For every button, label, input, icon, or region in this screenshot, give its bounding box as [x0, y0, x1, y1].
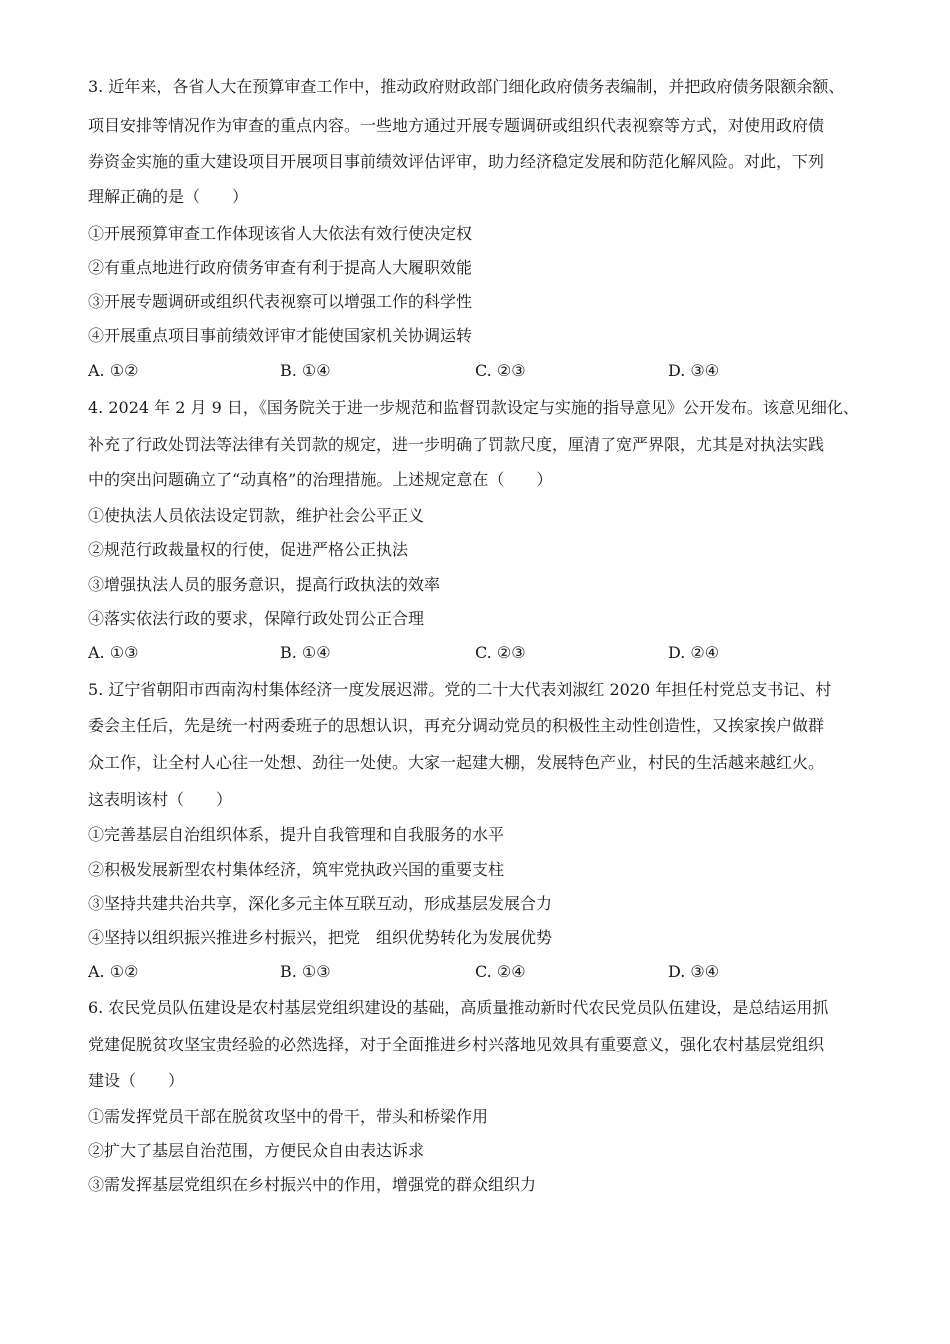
question-4-option-b[interactable]: B. ①④	[280, 643, 331, 662]
question-4-options	[88, 643, 888, 663]
question-6-statement-3: ③需发挥基层党组织在乡村振兴中的作用，增强党的群众组织力	[88, 1175, 537, 1194]
question-5-stem-line-3: 众工作，让全村人心往一处想、劲往一处使。大家一起建大棚，发展特色产业，村民的生活越来越红火。	[88, 753, 825, 772]
question-3-statement-2: ②有重点地进行政府债务审查有利于提高人大履职效能	[88, 258, 473, 277]
question-6-statement-2: ②扩大了基层自治范围，方便民众自由表达诉求	[88, 1141, 425, 1160]
question-5-statement-1: ①完善基层自治组织体系，提升自我管理和自我服务的水平	[88, 825, 505, 844]
question-4-statement-4: ④落实依法行政的要求，保障行政处罚公正合理	[88, 609, 425, 628]
question-4-stem-line-2: 补充了行政处罚法等法律有关罚款的规定，进一步明确了罚款尺度，厘清了宽严界限，尤其是对执法实践	[88, 435, 825, 454]
question-4-stem-line-3: 中的突出问题确立了“动真格”的治理措施。上述规定意在（ ）	[88, 470, 553, 489]
question-4-option-d[interactable]: D. ②④	[668, 643, 720, 662]
question-5-stem-line-4: 这表明该村（ ）	[88, 790, 233, 809]
question-3-option-c[interactable]: C. ②③	[475, 361, 526, 380]
question-4-statement-2: ②规范行政裁量权的行使，促进严格公正执法	[88, 540, 409, 559]
question-5-statement-2: ②积极发展新型农村集体经济，筑牢党执政兴国的重要支柱	[88, 860, 505, 879]
question-4-statement-3: ③增强执法人员的服务意识，提高行政执法的效率	[88, 575, 441, 594]
question-6-statement-1: ①需发挥党员干部在脱贫攻坚中的骨干，带头和桥梁作用	[88, 1107, 489, 1126]
question-5-option-a[interactable]: A. ①②	[88, 962, 139, 981]
question-4-stem-line-1: 4. 2024 年 2 月 9 日，《国务院关于进一步规范和监督罚款设定与实施的指导意见》公开发布。该意见细化、	[88, 398, 859, 417]
question-3-option-a[interactable]: A. ①②	[88, 361, 139, 380]
question-6-stem-line-1: 6. 农民党员队伍建设是农村基层党组织建设的基础，高质量推动新时代农民党员队伍建设，是总结运用抓	[88, 998, 829, 1017]
question-5-option-c[interactable]: C. ②④	[475, 962, 526, 981]
question-3-option-b[interactable]: B. ①④	[280, 361, 331, 380]
question-3-option-d[interactable]: D. ③④	[668, 361, 720, 380]
question-4-option-a[interactable]: A. ①③	[88, 643, 139, 662]
question-4-option-c[interactable]: C. ②③	[475, 643, 526, 662]
question-6-stem-line-3: 建设（ ）	[88, 1071, 185, 1090]
question-5-option-d[interactable]: D. ③④	[668, 962, 720, 981]
question-3-statement-3: ③开展专题调研或组织代表视察可以增强工作的科学性	[88, 292, 473, 311]
question-5-stem-line-1: 5. 辽宁省朝阳市西南沟村集体经济一度发展迟滞。党的二十大代表刘淑红 2020 年担任村党总支书记、村	[88, 680, 832, 699]
question-5-option-b[interactable]: B. ①③	[280, 962, 331, 981]
question-3-options	[88, 361, 888, 381]
question-3-statement-1: ①开展预算审查工作体现该省人大依法有效行使决定权	[88, 224, 473, 243]
question-5-options	[88, 962, 888, 982]
question-3-stem-line-4: 理解正确的是（ ）	[88, 187, 249, 206]
question-6-stem-line-2: 党建促脱贫攻坚宝贵经验的必然选择，对于全面推进乡村兴落地见效具有重要意义，强化农村基层党组织	[88, 1035, 825, 1054]
question-5-statement-3: ③坚持共建共治共享，深化多元主体互联互动，形成基层发展合力	[88, 894, 553, 913]
question-3-stem-line-2: 项目安排等情况作为审查的重点内容。一些地方通过开展专题调研或组织代表视察等方式，对使用政府债	[88, 116, 825, 135]
question-4-statement-1: ①使执法人员依法设定罚款，维护社会公平正义	[88, 506, 425, 525]
question-3-stem-line-3: 券资金实施的重大建设项目开展项目事前绩效评估评审，助力经济稳定发展和防范化解风险。对此，下列	[88, 152, 825, 171]
question-3-statement-4: ④开展重点项目事前绩效评审才能使国家机关协调运转	[88, 326, 473, 345]
question-5-statement-4: ④坚持以组织振兴推进乡村振兴，把党 组织优势转化为发展优势	[88, 928, 553, 947]
question-5-stem-line-2: 委会主任后，先是统一村两委班子的思想认识，再充分调动党员的积极性主动性创造性，又挨家挨户做群	[88, 716, 825, 735]
question-3-stem-line-1: 3. 近年来，各省人大在预算审查工作中，推动政府财政部门细化政府债务表编制，并把政府债务限额余额、	[88, 77, 845, 96]
